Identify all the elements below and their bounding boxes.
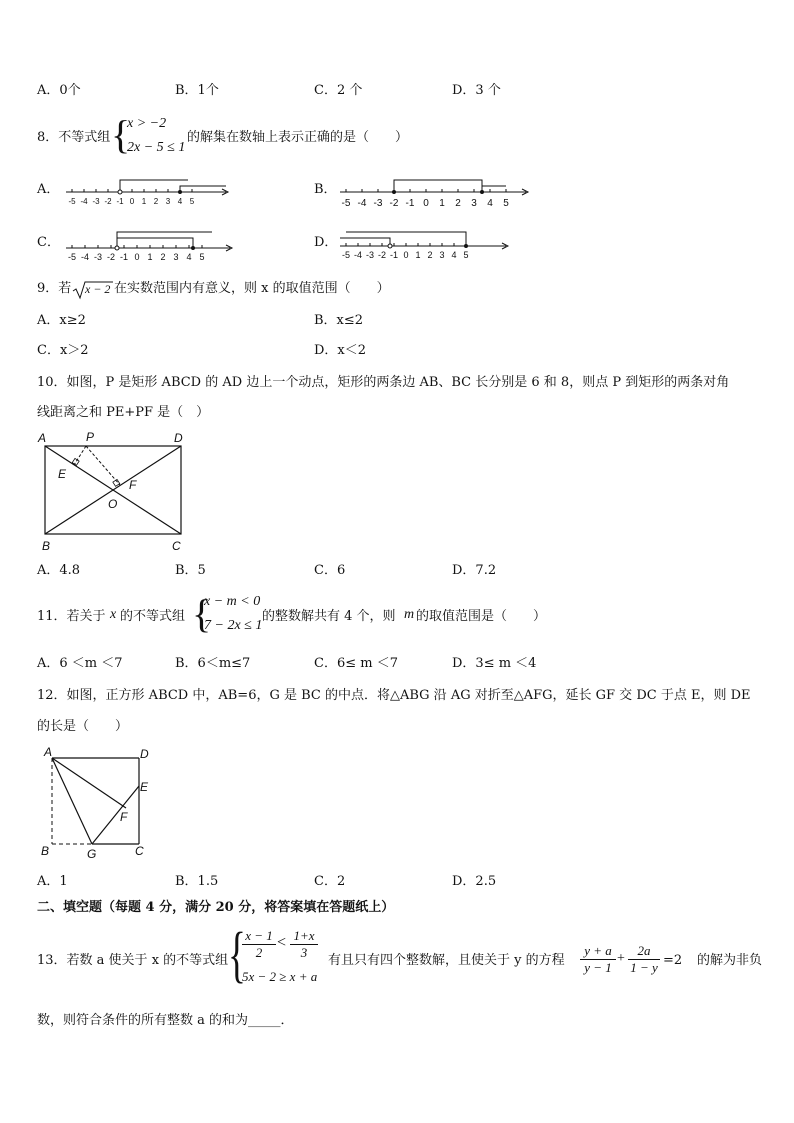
q11-mid: 的不等式组 bbox=[120, 609, 186, 624]
tick-label: 3 bbox=[439, 250, 445, 260]
tick-label: 2 bbox=[455, 198, 461, 209]
q11-option-d: D．3≤ m ＜4 bbox=[452, 656, 537, 671]
q13-system-line-2: 5x − 2 ≥ x + a bbox=[242, 969, 318, 984]
q13-fraction-2-numerator: 1+x bbox=[293, 928, 315, 943]
q11-suffix-2: 的取值范围是（ ） bbox=[416, 609, 547, 624]
figure-label-c: C bbox=[135, 844, 144, 858]
figure-label-g: G bbox=[87, 847, 97, 861]
q11-suffix-1: 的整数解共有 4 个，则 bbox=[262, 609, 396, 624]
q7-option-b: B．1个 bbox=[175, 83, 219, 98]
q8-prefix: 8．不等式组 bbox=[37, 130, 111, 145]
q12-line-2: 的长是（ ） bbox=[37, 719, 129, 734]
tick-label: -1 bbox=[116, 197, 124, 206]
q9-option-c: C．x＞2 bbox=[37, 343, 89, 358]
q13-fraction-1-numerator: x − 1 bbox=[245, 928, 273, 943]
q12-option-c: C．2 bbox=[314, 874, 346, 889]
tick-label: 3 bbox=[471, 198, 477, 209]
q13-brace: { bbox=[228, 921, 246, 989]
q8-number-line-a bbox=[62, 176, 230, 210]
q10-line-2: 线距离之和 PE+PF 是（ ） bbox=[37, 405, 210, 420]
q11-brace: { bbox=[192, 591, 212, 636]
tick-label: -2 bbox=[106, 252, 116, 262]
q13-fraction-1 bbox=[242, 928, 276, 961]
q7-option-a: A．0个 bbox=[37, 83, 81, 98]
q10-option-a: A．4.8 bbox=[37, 563, 81, 578]
q11-system-line-2: 7 − 2x ≤ 1 bbox=[204, 618, 263, 633]
q11-prefix: 11．若关于 bbox=[37, 609, 106, 624]
q8-option-d-label: D． bbox=[314, 235, 338, 250]
q7-option-c: C．2 个 bbox=[314, 83, 363, 98]
tick-label: -5 bbox=[67, 252, 77, 262]
q13-fraction-3-denominator: y − 1 bbox=[580, 959, 616, 976]
q8-system-line-2: 2x − 5 ≤ 1 bbox=[127, 140, 186, 155]
tick-label: 0 bbox=[423, 198, 429, 209]
q9-radicand: x − 2 bbox=[85, 282, 111, 296]
figure-label-d: D bbox=[174, 431, 183, 445]
q9-option-a: A．x≥2 bbox=[37, 313, 86, 328]
q11-system-line-1: x − m < 0 bbox=[204, 594, 261, 609]
tick-label: -4 bbox=[80, 197, 88, 206]
q8-suffix: 的解集在数轴上表示正确的是（ ） bbox=[187, 130, 409, 145]
q13-less-than: < bbox=[277, 934, 287, 951]
q12-option-d: D．2.5 bbox=[452, 874, 497, 889]
tick-label: 2 bbox=[427, 250, 433, 260]
q13-fraction-2-denominator: 3 bbox=[290, 944, 318, 961]
tick-label: 0 bbox=[129, 197, 135, 206]
tick-label: -5 bbox=[341, 250, 351, 260]
tick-label: 4 bbox=[186, 252, 192, 262]
figure-label-f: F bbox=[120, 810, 128, 824]
q13-fraction-2 bbox=[290, 928, 318, 961]
tick-label: -2 bbox=[377, 250, 387, 260]
tick-label: -1 bbox=[405, 198, 415, 209]
tick-label: -5 bbox=[68, 197, 76, 206]
q13-fraction-3 bbox=[580, 943, 616, 976]
tick-label: 1 bbox=[147, 252, 153, 262]
figure-label-a: A bbox=[38, 431, 47, 445]
q8-number-line-d bbox=[336, 228, 512, 262]
q8-option-c-label: C． bbox=[37, 235, 60, 250]
tick-label: 5 bbox=[199, 252, 205, 262]
tick-label: -5 bbox=[341, 198, 351, 209]
figure-label-f: F bbox=[129, 478, 137, 492]
q11-option-b: B．6＜m≤7 bbox=[175, 656, 251, 671]
tick-label: -2 bbox=[389, 198, 399, 209]
q9-prefix: 9．若 bbox=[37, 281, 72, 296]
q11-var-x: x bbox=[110, 607, 117, 622]
tick-label: 5 bbox=[463, 250, 469, 260]
tick-label: 3 bbox=[173, 252, 179, 262]
q10-rectangle-figure bbox=[34, 428, 204, 556]
q13-fraction-1-denominator: 2 bbox=[242, 944, 276, 961]
figure-label-b: B bbox=[41, 844, 50, 858]
tick-label: -3 bbox=[92, 197, 100, 206]
q7-option-d: D．3 个 bbox=[452, 83, 501, 98]
figure-label-a: A bbox=[44, 745, 53, 759]
tick-label: -4 bbox=[80, 252, 90, 262]
tick-label: 5 bbox=[189, 197, 195, 206]
q8-system-line-1: x > −2 bbox=[127, 116, 167, 131]
tick-label: -3 bbox=[93, 252, 103, 262]
figure-label-p: P bbox=[86, 430, 95, 444]
q10-option-c: C．6 bbox=[314, 563, 346, 578]
q9-suffix: 在实数范围内有意义，则 x 的取值范围（ ） bbox=[114, 281, 390, 296]
q13-fraction-4-numerator: 2a bbox=[637, 943, 651, 958]
tick-label: 0 bbox=[134, 252, 140, 262]
tick-label: 1 bbox=[141, 197, 147, 206]
q13-fraction-3-numerator: y + a bbox=[584, 943, 612, 958]
tick-label: -4 bbox=[357, 198, 367, 209]
q8-option-b-label: B． bbox=[314, 182, 337, 197]
figure-label-e: E bbox=[140, 780, 149, 794]
q12-option-a: A．1 bbox=[37, 874, 68, 889]
figure-label-c: C bbox=[172, 539, 181, 553]
q13-fraction-4 bbox=[628, 943, 660, 976]
q10-line-1: 10．如图，P 是矩形 ABCD 的 AD 边上一个动点，矩形的两条边 AB、BC 长分别是 6 和 8，则点 P 到矩形的两条对角 bbox=[37, 375, 730, 390]
q9-option-b: B．x≤2 bbox=[314, 313, 364, 328]
q13-mid: 有且只有四个整数解，且使关于 y 的方程 bbox=[328, 953, 565, 968]
tick-label: 5 bbox=[503, 198, 509, 209]
tick-label: 4 bbox=[487, 198, 493, 209]
q11-option-a: A．6 ＜m ＜7 bbox=[37, 656, 123, 671]
q13-line-2: 数，则符合条件的所有整数 a 的和为_____． bbox=[37, 1013, 294, 1028]
tick-label: -4 bbox=[353, 250, 363, 260]
q13-suffix: 的解为非负 bbox=[697, 953, 763, 968]
q10-option-b: B．5 bbox=[175, 563, 206, 578]
tick-label: -3 bbox=[373, 198, 383, 209]
tick-label: 4 bbox=[177, 197, 183, 206]
tick-label: 1 bbox=[415, 250, 421, 260]
q11-var-m: m bbox=[404, 607, 415, 622]
q10-option-d: D．7.2 bbox=[452, 563, 497, 578]
q13-fraction-4-denominator: 1 − y bbox=[628, 959, 660, 976]
q12-square-figure bbox=[34, 742, 162, 862]
q8-number-line-c bbox=[62, 228, 234, 262]
q12-line-1: 12．如图，正方形 ABCD 中，AB=6，G 是 BC 的中点．将△ABG 沿 AG 对折至△AFG，延长 GF 交 DC 于点 E，则 DE bbox=[37, 688, 751, 703]
tick-label: -1 bbox=[389, 250, 399, 260]
q13-plus: + bbox=[617, 951, 625, 966]
tick-label: 2 bbox=[160, 252, 166, 262]
q12-option-b: B．1.5 bbox=[175, 874, 219, 889]
q13-prefix: 13．若数 a 使关于 x 的不等式组 bbox=[37, 953, 229, 968]
section-2-title: 二、填空题（每题 4 分，满分 20 分，将答案填在答题纸上） bbox=[37, 900, 395, 915]
q8-brace: { bbox=[111, 112, 131, 157]
tick-label: -1 bbox=[119, 252, 129, 262]
tick-label: -3 bbox=[365, 250, 375, 260]
tick-label: 4 bbox=[451, 250, 457, 260]
tick-label: 1 bbox=[439, 198, 445, 209]
figure-label-o: O bbox=[108, 497, 118, 511]
figure-label-e: E bbox=[58, 467, 67, 481]
tick-label: 2 bbox=[153, 197, 159, 206]
q13-equals: =2 bbox=[663, 953, 683, 968]
figure-label-d: D bbox=[140, 747, 149, 761]
tick-label: 0 bbox=[403, 250, 409, 260]
figure-label-b: B bbox=[42, 539, 51, 553]
q11-option-c: C．6≤ m ＜7 bbox=[314, 656, 398, 671]
q9-option-d: D．x＜2 bbox=[314, 343, 367, 358]
tick-label: 3 bbox=[165, 197, 171, 206]
q8-option-a-label: A． bbox=[37, 182, 60, 197]
q8-number-line-b bbox=[336, 176, 532, 210]
tick-label: -2 bbox=[104, 197, 112, 206]
